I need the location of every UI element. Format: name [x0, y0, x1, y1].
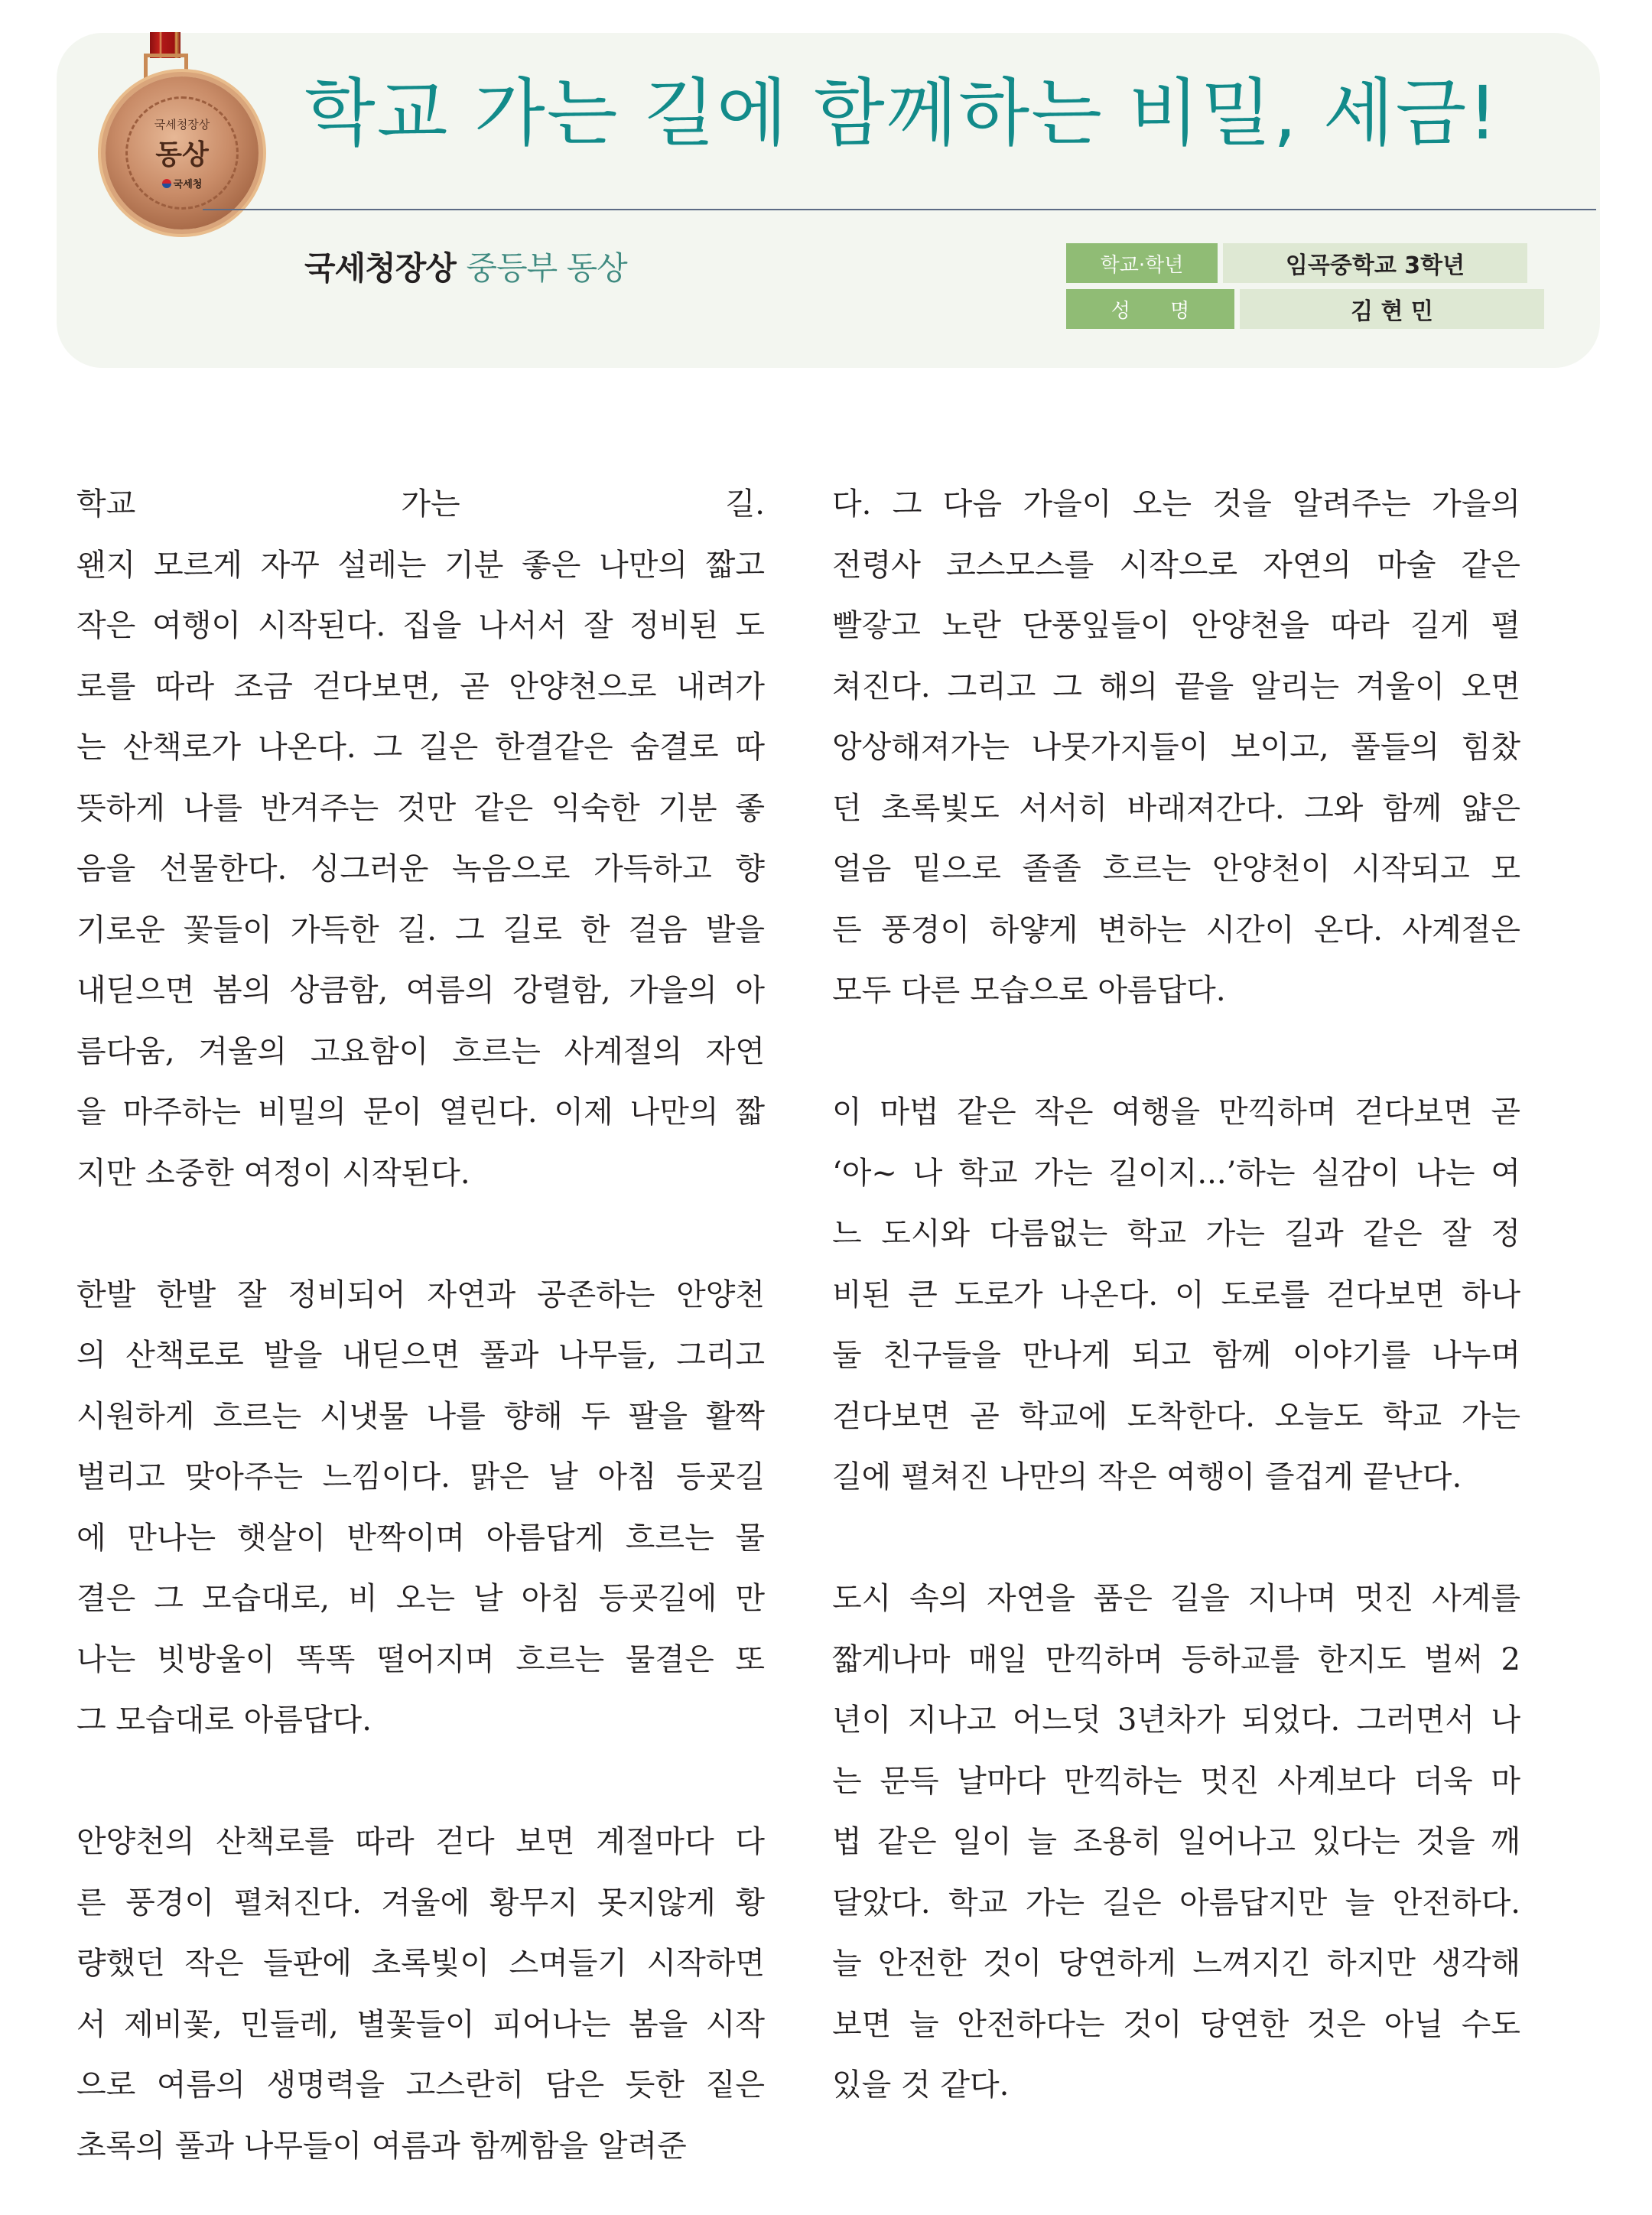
text-line: 서 제비꽃, 민들레, 별꽃들이 피어나는 봄을 시작 [76, 2006, 765, 2042]
text-line: 나는 빗방울이 똑똑 떨어지며 흐르는 물결은 또 [76, 1641, 765, 1677]
text-line: 모두 다른 모습으로 아름답다. [832, 973, 1226, 1008]
text-line: 왠지 모르게 자꾸 설레는 기분 좋은 나만의 짧고 [76, 547, 765, 583]
text-line: 뜻하게 나를 반겨주는 것만 같은 익숙한 기분 좋 [76, 790, 765, 826]
medal-main-text: 동상 [155, 139, 209, 171]
text-line: 시원하게 흐르는 시냇물 나를 향해 두 팔을 활짝 [76, 1398, 765, 1434]
award-line [304, 243, 627, 289]
text-line: 비된 큰 도로가 나온다. 이 도로를 걷다보면 하나 [832, 1277, 1520, 1312]
text-line: 는 문득 날마다 만끽하는 멋진 사계보다 더욱 마 [832, 1763, 1520, 1799]
paragraph [76, 474, 765, 1204]
text-line: 쳐진다. 그리고 그 해의 끝을 알리는 겨울이 오면 [832, 668, 1520, 704]
medal-org-text: 국세청 [173, 179, 203, 190]
info-row-name [1066, 289, 1544, 329]
paragraph [832, 1569, 1520, 2116]
info-label-school: 학교·학년 [1066, 243, 1218, 283]
title-divider [203, 209, 1596, 210]
paragraph [832, 1082, 1520, 1508]
text-line: 결은 그 모습대로, 비 오는 날 아침 등굣길에 만 [76, 1581, 765, 1616]
paragraph-gap [832, 1508, 1520, 1569]
text-line: 량했던 작은 들판에 초록빛이 스며들기 시작하면 [76, 1946, 765, 1981]
text-line: 법 같은 일이 늘 조용히 일어나고 있다는 것을 깨 [832, 1824, 1520, 1859]
text-line: 안양천의 산책로를 따라 걷다 보면 계절마다 다 [76, 1824, 765, 1859]
medal-disc [106, 76, 259, 229]
paragraph-gap [832, 1022, 1520, 1083]
award-org: 국세청장상 [304, 249, 456, 287]
text-line: 으로 여름의 생명력을 고스란히 담은 듯한 짙은 [76, 2067, 765, 2103]
body-column-left [76, 474, 765, 2177]
medal-top-text: 국세청장상 [154, 118, 210, 132]
text-line: 보면 늘 안전하다는 것이 당연한 것은 아닐 수도 [832, 2006, 1520, 2042]
text-line: 지만 소중한 여정이 시작된다. [76, 1155, 470, 1191]
text-line: 전령사 코스모스를 시작으로 자연의 마술 같은 [832, 547, 1520, 583]
text-line: 한발 한발 잘 정비되어 자연과 공존하는 안양천 [76, 1277, 765, 1312]
paragraph-gap [76, 1752, 765, 1813]
text-line: 기로운 꽃들이 가득한 길. 그 길로 한 걸음 발을 [76, 912, 765, 948]
text-line: 걷다보면 곧 학교에 도착한다. 오늘도 학교 가는 [832, 1398, 1520, 1434]
text-line: 다. 그 다음 가을이 오는 것을 알려주는 가을의 [832, 486, 1520, 522]
paragraph-gap [76, 1204, 765, 1265]
text-line: 내딛으면 봄의 상큼함, 여름의 강렬함, 가을의 아 [76, 973, 765, 1008]
paragraph [832, 474, 1520, 1022]
text-line: 학교 가는 길. [76, 486, 765, 522]
text-line: 앙상해져가는 나뭇가지들이 보이고, 풀들의 힘찼 [832, 730, 1520, 765]
page-title: 학교 가는 길에 함께하는 비밀, 세금! [304, 70, 1499, 156]
body-column-right [832, 474, 1520, 2116]
text-line: 초록의 풀과 나무들이 여름과 함께함을 알려준 [76, 2128, 687, 2164]
text-line: 로를 따라 조금 걷다보면, 곧 안양천으로 내려가 [76, 668, 765, 704]
text-line: 도시 속의 자연을 품은 길을 지나며 멋진 사계를 [832, 1581, 1520, 1616]
paragraph [76, 1265, 765, 1752]
text-line: 늘 안전한 것이 당연하게 느껴지긴 하지만 생각해 [832, 1946, 1520, 1981]
medal-org [106, 176, 259, 190]
info-value-name: 김 현 민 [1240, 289, 1544, 329]
text-line: 둘 친구들을 만나게 되고 함께 이야기를 나누며 [832, 1338, 1520, 1373]
text-line: 느 도시와 다름없는 학교 가는 길과 같은 잘 정 [832, 1216, 1520, 1251]
info-label-name: 성 명 [1066, 289, 1234, 329]
author-info-table [1066, 243, 1544, 335]
text-line: 음을 선물한다. 싱그러운 녹음으로 가득하고 향 [76, 851, 765, 886]
text-line: 던 초록빛도 서서히 바래져간다. 그와 함께 얇은 [832, 790, 1520, 826]
paragraph [76, 1812, 765, 2177]
text-line: ‘아~ 나 학교 가는 길이지...’하는 실감이 나는 여 [832, 1155, 1520, 1191]
text-line: 의 산책로로 발을 내딛으면 풀과 나무들, 그리고 [76, 1338, 765, 1373]
text-line: 을 마주하는 비밀의 문이 열린다. 이제 나만의 짧 [76, 1094, 765, 1130]
text-line: 얼음 밑으로 졸졸 흐르는 안양천이 시작되고 모 [832, 851, 1520, 886]
text-line: 있을 것 같다. [832, 2067, 1010, 2103]
text-line: 달았다. 학교 가는 길은 아름답지만 늘 안전하다. [832, 1885, 1520, 1921]
text-line: 빨갛고 노란 단풍잎들이 안양천을 따라 길게 펼 [832, 608, 1520, 643]
text-line: 그 모습대로 아름답다. [76, 1703, 372, 1738]
taegeuk-logo-icon [162, 179, 171, 188]
info-row-school [1066, 243, 1544, 283]
info-value-school: 임곡중학교 3학년 [1223, 243, 1527, 283]
text-line: 든 풍경이 하얗게 변하는 시간이 온다. 사계절은 [832, 912, 1520, 948]
award-division: 중등부 동상 [466, 249, 627, 287]
text-line: 는 산책로가 나온다. 그 길은 한결같은 숨결로 따 [76, 730, 765, 765]
text-line: 길에 펼쳐진 나만의 작은 여행이 즐겁게 끝난다. [832, 1459, 1462, 1495]
text-line: 짧게나마 매일 만끽하며 등하교를 한지도 벌써 2 [832, 1641, 1520, 1677]
text-line: 작은 여행이 시작된다. 집을 나서서 잘 정비된 도 [76, 608, 765, 643]
text-line: 년이 지나고 어느덧 3년차가 되었다. 그러면서 나 [832, 1703, 1520, 1738]
bronze-medal-icon [98, 32, 274, 233]
text-line: 벌리고 맞아주는 느낌이다. 맑은 날 아침 등굣길 [76, 1459, 765, 1495]
text-line: 이 마법 같은 작은 여행을 만끽하며 걷다보면 곧 [832, 1094, 1520, 1130]
text-line: 에 만나는 햇살이 반짝이며 아름답게 흐르는 물 [76, 1520, 765, 1556]
text-line: 름다움, 겨울의 고요함이 흐르는 사계절의 자연 [76, 1033, 765, 1069]
text-line: 른 풍경이 펼쳐진다. 겨울에 황무지 못지않게 황 [76, 1885, 765, 1921]
